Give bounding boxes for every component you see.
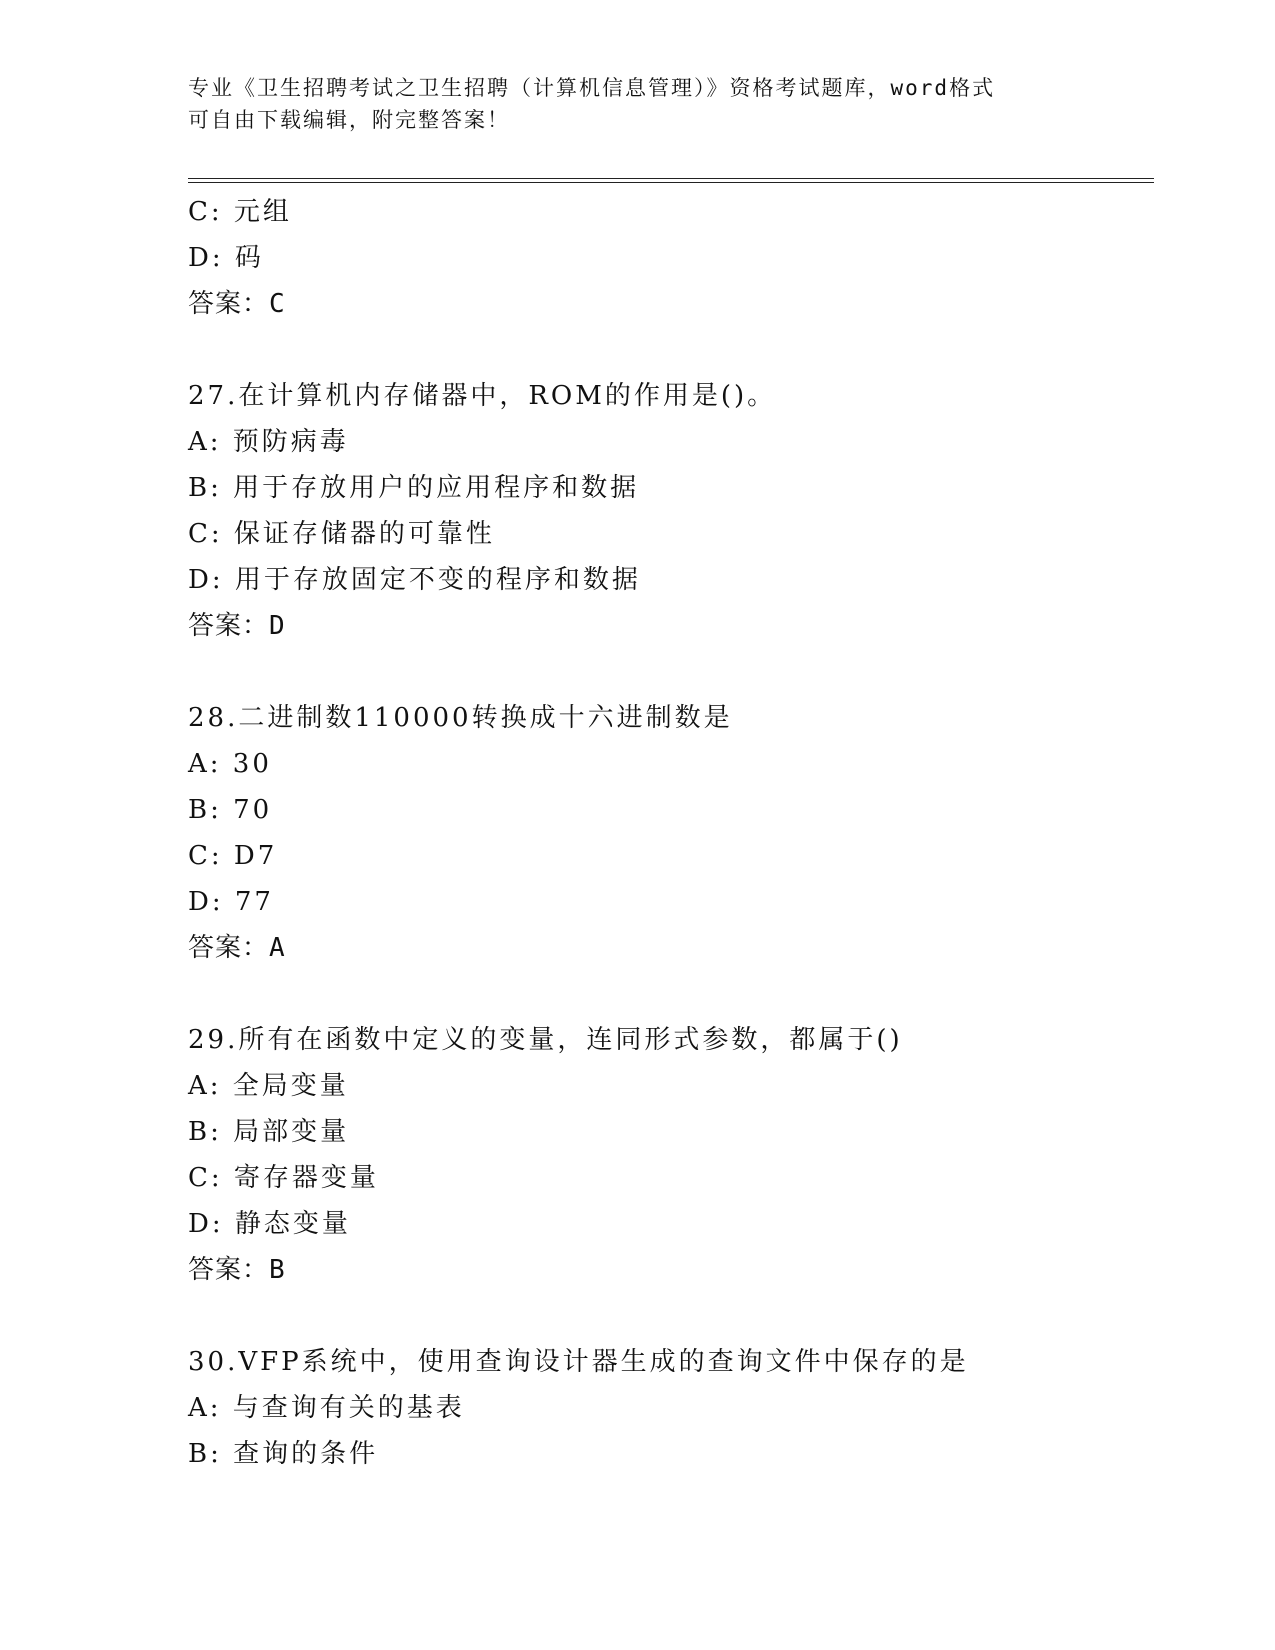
option-b: B: 70 bbox=[188, 795, 273, 825]
question-stem: 29.所有在函数中定义的变量，连同形式参数，都属于() bbox=[188, 1025, 903, 1055]
answer-value: C bbox=[269, 289, 286, 319]
header-line-2: 可自由下载编辑，附完整答案！ bbox=[188, 108, 510, 132]
option-b: B: 用于存放用户的应用程序和数据 bbox=[188, 473, 640, 503]
question-stem: 30.VFP系统中，使用查询设计器生成的查询文件中保存的是 bbox=[188, 1347, 969, 1377]
question-stem: 27.在计算机内存储器中，ROM的作用是()。 bbox=[188, 381, 777, 411]
option-a: A: 30 bbox=[188, 749, 272, 779]
spacer bbox=[188, 327, 1148, 373]
answer-label: 答案： bbox=[188, 933, 270, 963]
answer-line bbox=[188, 603, 1148, 649]
header-rule-bottom bbox=[188, 182, 1154, 183]
header-line-1: 专业《卫生招聘考试之卫生招聘（计算机信息管理）》资格考试题库，word格式 bbox=[188, 76, 996, 100]
option-d: D: 码 bbox=[188, 243, 264, 273]
answer-value: D bbox=[269, 611, 286, 641]
option-a: A: 全局变量 bbox=[188, 1071, 349, 1101]
question-list bbox=[188, 189, 1148, 1477]
answer-line bbox=[188, 925, 1148, 971]
option-a: A: 与查询有关的基表 bbox=[188, 1393, 465, 1423]
spacer bbox=[188, 1293, 1148, 1339]
option-c: C: 元组 bbox=[188, 197, 292, 227]
question-stem: 28.二进制数110000转换成十六进制数是 bbox=[188, 703, 733, 733]
question-29 bbox=[188, 1017, 1148, 1293]
answer-line bbox=[188, 281, 1148, 327]
option-c: C: 寄存器变量 bbox=[188, 1163, 379, 1193]
answer-label: 答案： bbox=[188, 1255, 270, 1285]
option-b: B: 局部变量 bbox=[188, 1117, 350, 1147]
option-a: A: 预防病毒 bbox=[188, 427, 349, 457]
answer-label: 答案： bbox=[188, 611, 270, 641]
spacer bbox=[188, 971, 1148, 1017]
question-26-continued bbox=[188, 189, 1148, 327]
header-rule-top bbox=[188, 178, 1154, 179]
option-b: B: 查询的条件 bbox=[188, 1439, 379, 1469]
answer-value: B bbox=[269, 1255, 286, 1285]
spacer bbox=[188, 649, 1148, 695]
option-d: D: 77 bbox=[188, 887, 274, 917]
question-30 bbox=[188, 1339, 1148, 1477]
option-c: C: D7 bbox=[188, 841, 278, 871]
question-28 bbox=[188, 695, 1148, 971]
question-27 bbox=[188, 373, 1148, 649]
answer-label: 答案： bbox=[188, 289, 270, 319]
answer-line bbox=[188, 1247, 1148, 1293]
option-d: D: 静态变量 bbox=[188, 1209, 351, 1239]
option-c: C: 保证存储器的可靠性 bbox=[188, 519, 495, 549]
option-d: D: 用于存放固定不变的程序和数据 bbox=[188, 565, 641, 595]
answer-value: A bbox=[269, 933, 286, 963]
document-header bbox=[188, 72, 1088, 136]
